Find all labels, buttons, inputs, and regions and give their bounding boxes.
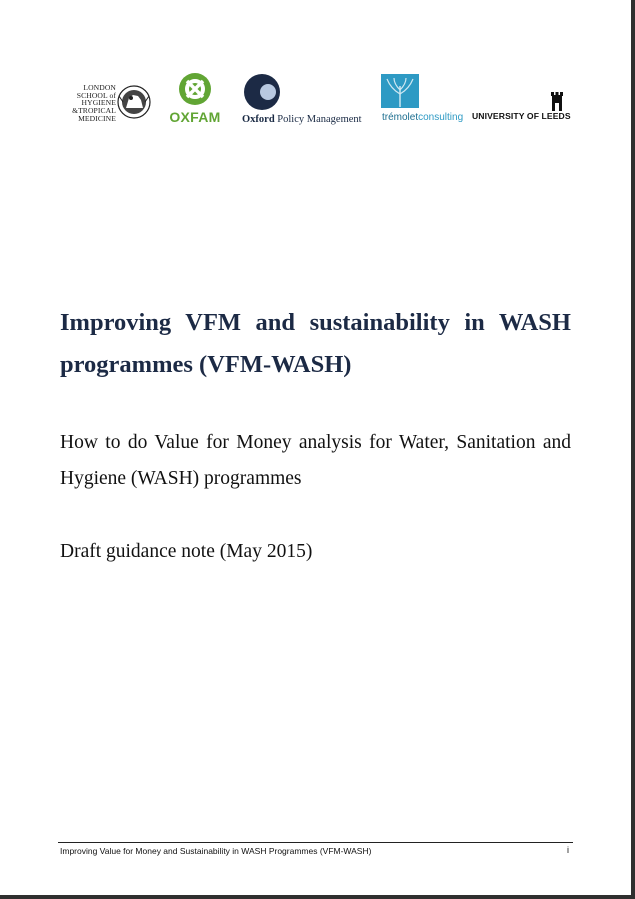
- tremolet-logo: [380, 74, 466, 126]
- page-number: i: [567, 845, 569, 855]
- tremolet-plant-icon: [381, 74, 419, 108]
- lshtm-seal-icon: [117, 82, 151, 122]
- document-subtitle: How to do Value for Money analysis for Water, Sanitation and Hygiene (WASH) programmes: [60, 432, 571, 489]
- oxfam-logo: [169, 72, 221, 130]
- opm-wordmark: Oxford Policy Management: [242, 114, 362, 125]
- partner-logos-row: [0, 0, 631, 140]
- footer-running-title: Improving Value for Money and Sustainability in WASH Programmes (VFM-WASH): [60, 846, 372, 856]
- footer-divider: [58, 842, 573, 843]
- leeds-logo: [472, 92, 571, 126]
- tremolet-wordmark: trémoletconsulting: [382, 112, 464, 123]
- oxfam-logo-icon: [169, 72, 221, 108]
- leeds-wordmark: UNIVERSITY OF LEEDS: [472, 111, 571, 121]
- opm-logo: [242, 72, 367, 128]
- opm-circle-icon: [242, 72, 282, 112]
- oxfam-wordmark: OXFAM: [169, 109, 221, 125]
- leeds-crest-icon: [548, 92, 566, 112]
- tremolet-box: [381, 74, 419, 108]
- lshtm-wordmark: LONDON SCHOOL of HYGIENE &TROPICAL MEDICINE: [72, 83, 116, 123]
- document-title: Improving VFM and sustainability in WASH programmes (VFM-WASH): [60, 309, 571, 378]
- lshtm-logo: [68, 82, 152, 126]
- draft-note: Draft guidance note (May 2015): [60, 541, 313, 562]
